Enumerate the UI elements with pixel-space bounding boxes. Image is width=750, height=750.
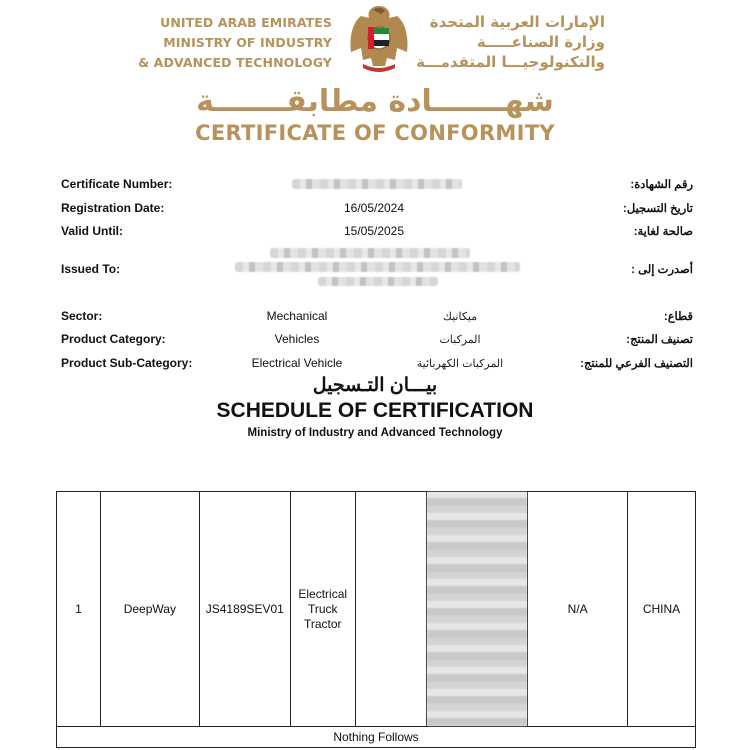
sector-label: Sector: <box>61 309 103 323</box>
redacted-cell <box>426 492 528 727</box>
uae-falcon-emblem-icon <box>343 2 415 74</box>
valid-until-label: Valid Until: <box>61 224 124 238</box>
ministry-line-1: UNITED ARAB EMIRATES <box>160 15 332 30</box>
issued-to-label-ar: أصدرت إلى : <box>631 264 693 276</box>
redacted-block <box>427 492 528 726</box>
ministry-ar-line-3: والتكنولوجيـــا المتقدمـــة <box>416 53 605 71</box>
ministry-name-en <box>102 13 332 73</box>
row-number-cell: 1 <box>57 492 101 727</box>
brand-cell: DeepWay <box>100 492 199 727</box>
product-category-value-ar: المركبات <box>439 334 481 346</box>
issued-to-value-redacted-2 <box>235 262 520 272</box>
product-sub-category-value: Electrical Vehicle <box>251 356 343 370</box>
product-sub-category-label-ar: التصنيف الفرعي للمنتج: <box>580 358 693 370</box>
table-row <box>57 492 696 727</box>
sector-value-ar: ميكانيك <box>442 311 478 323</box>
schedule-table <box>56 491 696 748</box>
na-cell: N/A <box>528 492 628 727</box>
valid-until-value: 15/05/2025 <box>343 224 405 238</box>
sector-value: Mechanical <box>266 309 328 323</box>
table-footer-row <box>57 727 696 748</box>
nothing-follows-cell: Nothing Follows <box>57 727 696 748</box>
ministry-ar-line-2: وزارة الصناعـــــة <box>476 33 605 51</box>
issued-to-label: Issued To: <box>61 262 121 276</box>
certificate-title-en: CERTIFICATE OF CONFORMITY <box>195 121 555 145</box>
registration-date-label: Registration Date: <box>61 201 165 215</box>
registration-date-value: 16/05/2024 <box>343 201 405 215</box>
issued-to-value-redacted-1 <box>270 248 470 258</box>
issued-to-value-redacted-3 <box>318 277 438 286</box>
schedule-title-ar: بيـــان التـسجيل <box>312 375 438 396</box>
certificate-number-label-ar: رقم الشهادة: <box>630 179 693 191</box>
vehicle-type-cell: Electrical Truck Tractor <box>290 492 355 727</box>
valid-until-label-ar: صالحة لغاية: <box>633 226 693 238</box>
product-sub-category-label: Product Sub-Category: <box>61 356 193 370</box>
model-cell: JS4189SEV01 <box>199 492 290 727</box>
ministry-line-3: & ADVANCED TECHNOLOGY <box>138 55 332 70</box>
registration-date-label-ar: تاريخ التسجيل: <box>623 203 693 215</box>
product-sub-category-value-ar: المركبات الكهربائية <box>416 358 504 370</box>
sector-label-ar: قطاع: <box>663 311 693 323</box>
certificate-title-ar: شهـــــــادة مطابقـــــــة <box>196 84 554 119</box>
product-category-value: Vehicles <box>274 332 320 346</box>
schedule-title-en: SCHEDULE OF CERTIFICATION <box>216 399 534 422</box>
ministry-name-ar <box>415 12 605 72</box>
certificate-number-value-redacted <box>292 179 462 189</box>
certificate-number-label: Certificate Number: <box>61 177 173 191</box>
empty-cell <box>355 492 426 727</box>
product-category-label: Product Category: <box>61 332 166 346</box>
ministry-ar-line-1: الإمارات العربية المتحدة <box>429 13 605 31</box>
country-of-origin-cell: CHINA <box>628 492 696 727</box>
schedule-subtitle: Ministry of Industry and Advanced Technology <box>247 427 503 439</box>
ministry-line-2: MINISTRY OF INDUSTRY <box>163 35 332 50</box>
product-category-label-ar: تصنيف المنتج: <box>626 334 693 346</box>
